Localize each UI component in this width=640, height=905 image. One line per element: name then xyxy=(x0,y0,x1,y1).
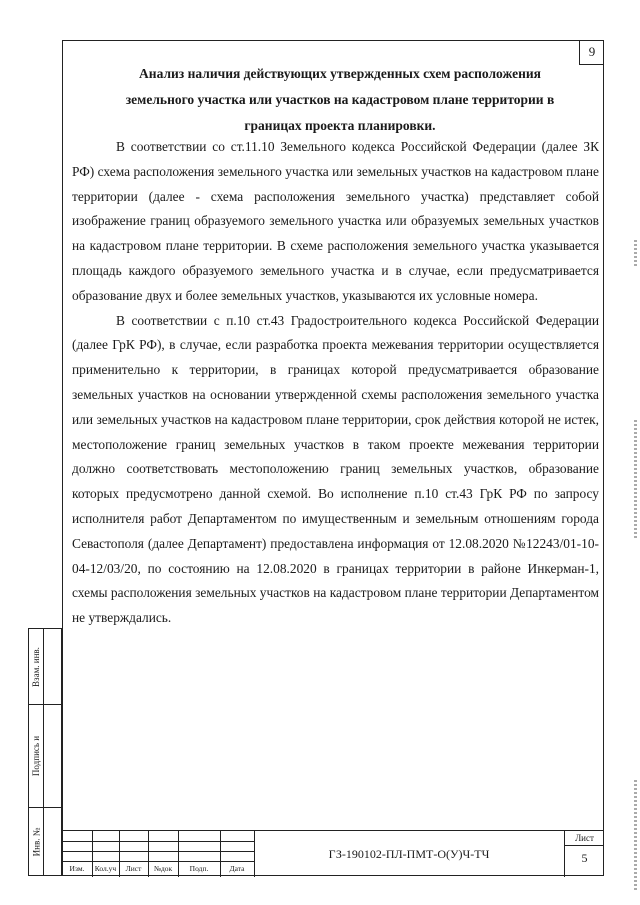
title-block xyxy=(62,830,604,876)
paragraph: В соответствии со ст.11.10 Земельного кодекса Российской Федерации (далее ЗК РФ) схема расположения земельного участка или земельных участков на кадастровом плане территории (далее - схема расположения земельного участка) представляет собой изображение границ образуемого земельного участка или образуемых земельных участков на кадастровом плане территории. В схеме расположения земельного участка указывается площадь каждого образуемого земельного участка и в случае, если предусматривается образование двух и более земельных участков, указываются их условные номера. xyxy=(72,139,599,303)
sheet-number: 5 xyxy=(581,851,588,865)
col-podp: Подп. xyxy=(189,864,209,873)
col-data: Дата xyxy=(229,864,245,873)
heading-line-2: земельного участка или участков на кадастровом плане территории в xyxy=(125,92,555,107)
document-heading xyxy=(80,61,600,139)
paragraph: В соответствии с п.10 ст.43 Градостроительного кодекса Российской Федерации (далее ГрК РФ), в случае, если разработка проекта межевания территории осуществляется применительно к территории, в границах которой предусматривается образование земельных участков на основании утвержденной схемы расположения земельного участка или земельных участков на кадастровом плане территории, срок действия которой не истек, местоположение границ земельных участков в таком проекте межевания территории должно соответствовать местоположению границ земельных участков, образование которых предусмотрено данной схемой. Во исполнение п.10 ст.43 ГрК РФ по запросу исполнителя работ Департаментом по имущественным и земельным отношениям города Севастополя (далее Департамент) предоставлена информация от 12.08.2020 №12243/01-10-04-12/03/20, по состоянию на 12.08.2020 в границах территории в районе Инкерман-1, схемы расположения земельных участков на кадастровом плане территории Департаментом не утверждались. xyxy=(72,312,599,626)
side-stamp-inv: Инв. № xyxy=(31,827,41,857)
heading-line-3: границах проекта планировки. xyxy=(244,118,436,133)
col-kol-uch: Кол.уч xyxy=(94,864,117,873)
side-stamp-vzam: Взам. инв. xyxy=(31,646,42,687)
page-number: 9 xyxy=(579,40,604,65)
col-ndok: №док xyxy=(153,864,173,873)
heading-line-1: Анализ наличия действующих утвержденных схем расположения xyxy=(139,66,541,81)
sheet-label: Лист xyxy=(565,832,604,846)
scan-artifact xyxy=(634,420,637,540)
scan-artifact xyxy=(634,240,637,266)
scan-artifact xyxy=(634,780,637,890)
side-stamp-podpis: Подпись и xyxy=(31,735,41,776)
document-code: ГЗ-190102-ПЛ-ПМТ-О(У)Ч-ТЧ xyxy=(328,846,490,861)
document-body xyxy=(72,135,599,631)
sheet-cell xyxy=(564,831,604,877)
side-stamp xyxy=(28,628,62,876)
col-izm: Изм. xyxy=(69,864,85,873)
col-list: Лист xyxy=(125,864,142,873)
